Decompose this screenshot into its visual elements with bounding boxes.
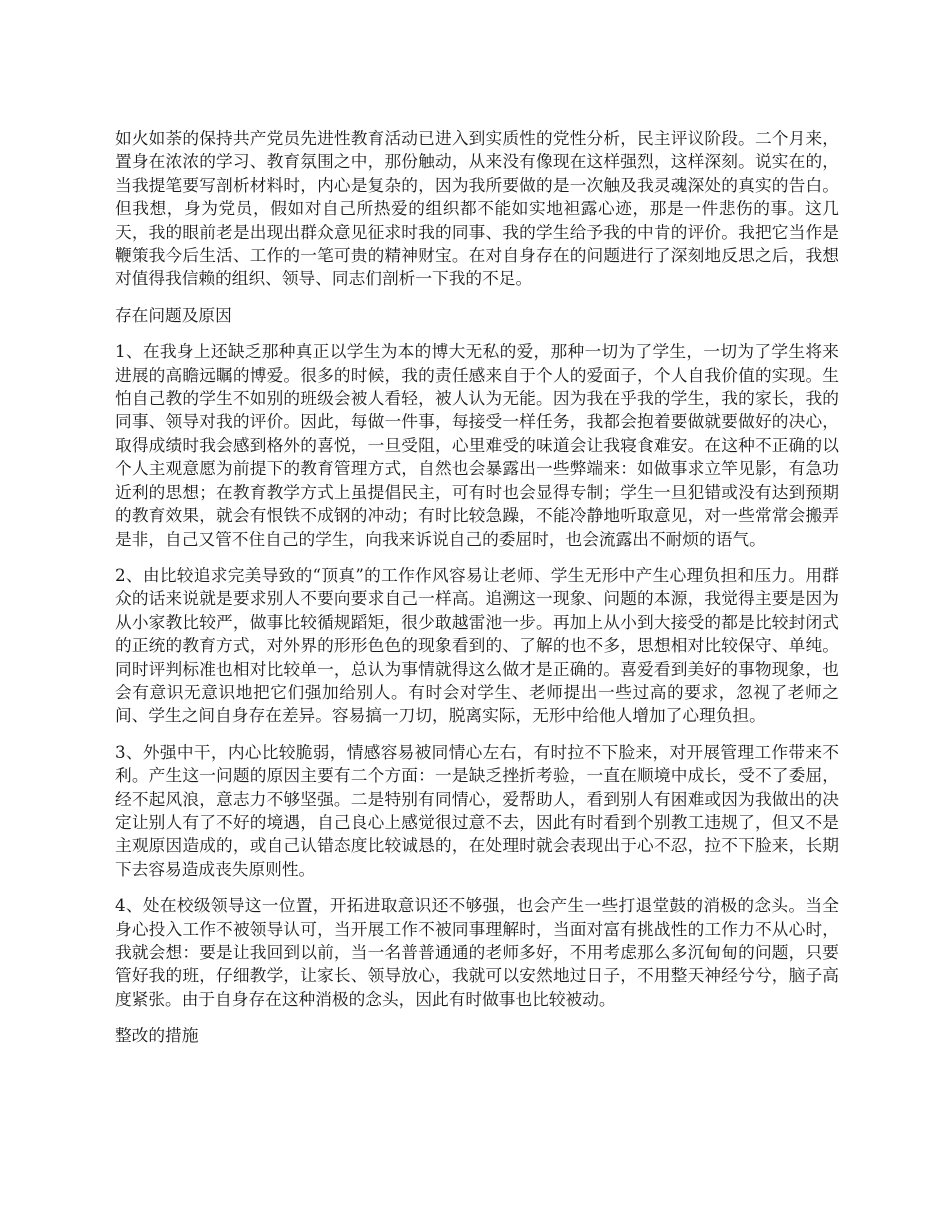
- problem-item-1: 1、在我身上还缺乏那种真正以学生为本的博大无私的爱，那种一切为了学生，一切为了学生将来进展的高瞻远瞩的博爱。很多的时候，我的责任感来自于个人的爱面子，个人自我价值的实现。生怕自己教的学生不如别的班级会被人看轻，被人认为无能。因为我在乎我的学生，我的家长，我的同事、领导对我的评价。因此，每做一件事，每接受一样任务，我都会抱着要做就要做好的决心，取得成绩时我会感到格外的喜悦，一旦受阻，心里难受的味道会让我寝食难安。在这种不正确的以个人主观意愿为前提下的教育管理方式，自然也会暴露出一些弊端来：如做事求立竿见影，有急功近利的思想；在教育教学方式上虽提倡民主，可有时也会显得专制；学生一旦犯错或没有达到预期的教育效果，就会有恨铁不成钢的冲动；有时比较急躁，不能冷静地听取意见，对一些常常会搬弄是非，自己又管不住自己的学生，向我来诉说自己的委屈时，也会流露出不耐烦的语气。: [115, 341, 839, 549]
- document-body: [115, 127, 839, 1061]
- section-heading-problems: 存在问题及原因: [115, 304, 232, 325]
- problem-item-3: 3、外强中干，内心比较脆弱，情感容易被同情心左右，有时拉不下脸来，对开展管理工作带来不利。产生这一问题的原因主要有二个方面：一是缺乏挫折考验，一直在顺境中成长，受不了委屈，经不起风浪，意志力不够坚强。二是特别有同情心，爱帮助人，看到别人有困难或因为我做出的决定让别人有了不好的境遇，自己良心上感觉很过意不去，因此有时看到个别教工违规了，但又不是主观原因造成的，或自己认错态度比较诚恳的，在处理时就会表现出于心不忍，拉不下脸来，长期下去容易造成丧失原则性。: [115, 741, 839, 879]
- problem-item-2: 2、由比较追求完美导致的“顶真”的工作作风容易让老师、学生无形中产生心理负担和压力。用群众的话来说就是要求别人不要向要求自己一样高。追溯这一现象、问题的本源，我觉得主要是因为从小家教比较严，做事比较循规蹈矩，很少敢越雷池一步。再加上从小到大接受的都是比较封闭式的正统的教育方式，对外界的形形色色的现象看到的、了解的也不多，思想相对比较保守、单纯。同时评判标准也相对比较单一，总认为事情就得这么做才是正确的。喜爱看到美好的事物现象，也会有意识无意识地把它们强加给别人。有时会对学生、老师提出一些过高的要求，忽视了老师之间、学生之间自身存在差异。容易搞一刀切，脱离实际，无形中给他人增加了心理负担。: [115, 564, 839, 726]
- problem-item-4: 4、处在校级领导这一位置，开拓进取意识还不够强，也会产生一些打退堂鼓的消极的念头。当全身心投入工作不被领导认可，当开展工作不被同事理解时，当面对富有挑战性的工作力不从心时，我就会想：要是让我回到以前，当一名普普通通的老师多好，不用考虑那么多沉甸甸的问题，只要管好我的班，仔细教学，让家长、领导放心，我就可以安然地过日子，不用整天神经兮兮，脑子高度紧张。由于自身存在这种消极的念头，因此有时做事也比较被动。: [115, 895, 839, 1009]
- section-heading-measures: 整改的措施: [115, 1025, 199, 1046]
- intro-paragraph: 如火如荼的保持共产党员先进性教育活动已进入到实质性的党性分析，民主评议阶段。二个月来，置身在浓浓的学习、教育氛围之中，那份触动，从来没有像现在这样强烈，这样深刻。说实在的，当我提笔要写剖析材料时，内心是复杂的，因为我所要做的是一次触及我灵魂深处的真实的告白。但我想，身为党员，假如对自己所热爱的组织都不能如实地袒露心迹，那是一件悲伤的事。这几天，我的眼前老是出现出群众意见征求时我的同事、我的学生给予我的中肯的评价。我把它当作是鞭策我今后生活、工作的一笔可贵的精神财宝。在对自身存在的问题进行了深刻地反思之后，我想对值得我信赖的组织、领导、同志们剖析一下我的不足。: [115, 128, 839, 289]
